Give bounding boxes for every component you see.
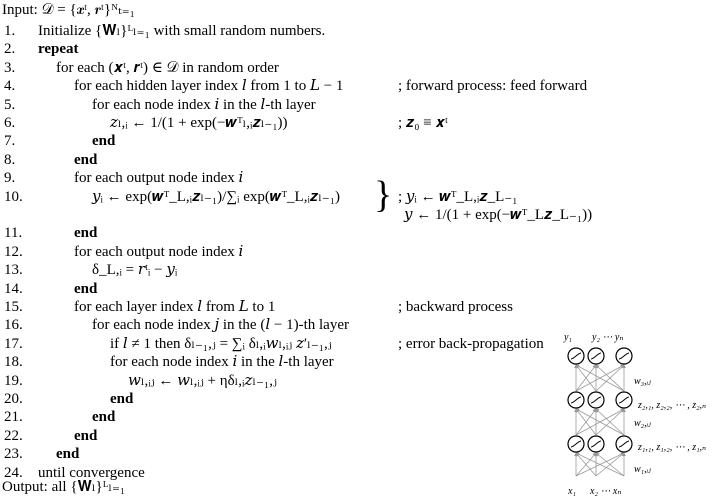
line-number: 4. — [4, 78, 16, 95]
line-number: 22. — [4, 427, 23, 444]
weight-label-3: w₃,ᵢⱼ — [634, 376, 651, 387]
line-comment: ; forward process: feed forward — [398, 78, 588, 95]
output-label-2: y₂ ⋯ yₙ — [592, 332, 624, 343]
line-number: 1. — [4, 23, 16, 39]
line-code: end — [74, 151, 98, 168]
line-number: 11. — [4, 225, 23, 242]
line-number: 24. — [4, 464, 23, 481]
weight-label-2: w₂,ᵢⱼ — [634, 418, 651, 429]
line-number: 21. — [4, 409, 23, 426]
line-code: end — [92, 409, 116, 426]
line-code: until convergence — [38, 464, 145, 481]
line-number: 6. — [4, 115, 16, 131]
line-code: 𝑧ₗ,ᵢ ← 1/(1 + exp(−𝒘ᵀₗ,ᵢ𝒛ₗ₋₁)) — [110, 115, 288, 131]
line-code: for each node index 𝑗 in the (𝑙 − 1)-th layer — [92, 317, 349, 334]
line-comment: 𝑦 ← 1/(1 + exp(−𝒘ᵀ_L𝒛_L₋₁)) — [404, 207, 593, 223]
line-number: 16. — [4, 317, 23, 334]
line-number: 18. — [4, 354, 23, 371]
line-code: end — [74, 225, 98, 242]
line-number: 8. — [4, 151, 16, 168]
input-text: Input: 𝒟 = {𝒙ᵗ, 𝒓ᵗ}ᴺₜ₌₁ — [2, 2, 135, 18]
input-label-1: x₁ — [568, 486, 576, 497]
line-code: 𝑦ᵢ ← exp(𝒘ᵀ_L,ᵢ𝒛ₗ₋₁)/∑ᵢ exp(𝒘ᵀ_L,ᵢ𝒛ₗ₋₁) — [92, 188, 340, 205]
line-number: 15. — [4, 299, 23, 315]
line-number: 13. — [4, 262, 23, 279]
line-code: end — [56, 446, 80, 463]
line-code: for each output node index 𝑖 — [74, 243, 244, 260]
line-code: end — [74, 280, 98, 297]
line-number: 17. — [4, 335, 23, 352]
weight-label-1: w₁,ᵢⱼ — [634, 464, 651, 475]
line-number: 23. — [4, 446, 23, 463]
line-number: 9. — [4, 170, 16, 187]
line-code: 𝑤ₗ,ᵢⱼ ← 𝑤ₗ,ᵢⱼ + ηδₗ,ᵢ𝑧ₗ₋₁,ⱼ — [128, 372, 277, 389]
line-number: 19. — [4, 372, 23, 389]
line-number: 20. — [4, 391, 23, 407]
line-code: repeat — [38, 41, 79, 58]
line-comment: ; 𝒛₀ ≡ 𝒙ᵗ — [398, 115, 448, 131]
line-number: 14. — [4, 280, 23, 297]
line-code: for each layer index 𝑙 from 𝐿 to 1 — [74, 299, 276, 315]
line-number: 7. — [4, 133, 16, 150]
layer-label-2: z₂,₁, z₂,₂, ⋯ , z₂,ₙ — [638, 400, 707, 411]
line-code: for each output node index 𝑖 — [74, 170, 244, 187]
line-code: Initialize {𝐖ₗ}ᴸₗ₌₁ with small random numbers. — [38, 23, 326, 39]
line-code: for each hidden layer index 𝑙 from 1 to 𝐿 − 1 — [74, 78, 344, 95]
line-comment: ; error back-propagation — [398, 335, 544, 352]
line-number: 5. — [4, 96, 16, 113]
line-number: 10. — [4, 188, 23, 205]
network-edges — [576, 365, 624, 476]
layer-label-1: z₁,₁, z₁,₂, ⋯ , z₁,ₙ — [638, 442, 707, 453]
line-code: end — [74, 427, 98, 444]
line-code: for each node index 𝑖 in the 𝑙-th layer — [110, 354, 334, 371]
network-nodes — [568, 348, 632, 452]
output-label-1: y₁ — [564, 332, 572, 343]
line-code: δ_L,ᵢ = 𝑟ᵗᵢ − 𝑦ᵢ — [92, 262, 178, 279]
line-number: 3. — [4, 59, 16, 76]
line-code: if 𝑙 ≠ 1 then δₗ₋₁,ⱼ = ∑ᵢ δₗ,ᵢ𝑤ₗ,ᵢⱼ 𝑧′ₗ₋₁,ⱼ — [110, 335, 332, 352]
line-number: 12. — [4, 243, 23, 260]
line-code: for each node index 𝑖 in the 𝑙-th layer — [92, 96, 316, 113]
line-comment: ; 𝑦ᵢ ← 𝒘ᵀ_L,ᵢ𝒛_L₋₁ — [398, 188, 518, 205]
line-code: for each (𝒙ᵗ, 𝒓ᵗ) ∈ 𝒟 in random order — [56, 59, 279, 76]
input-label-2: x₂ ⋯ xₙ — [590, 486, 622, 497]
line-comment: ; backward process — [398, 299, 513, 315]
line-code: end — [92, 133, 116, 150]
line-number: 2. — [4, 41, 16, 58]
network-diagram — [540, 328, 724, 498]
brace: } — [374, 174, 393, 216]
line-code: end — [110, 391, 134, 407]
output-text: Output: all {𝐖ₗ}ᴸₗ₌₁ — [2, 479, 126, 495]
